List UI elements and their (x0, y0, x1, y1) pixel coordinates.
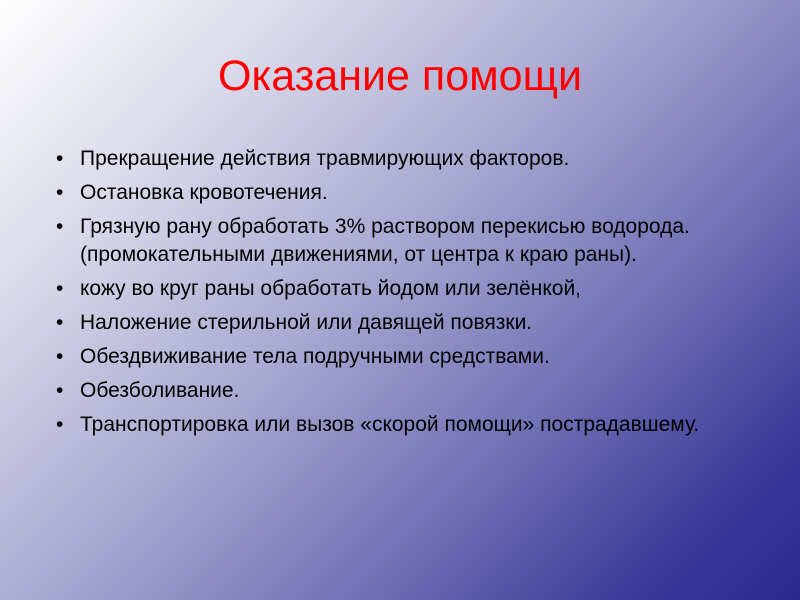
list-item (56, 213, 756, 269)
list-item (56, 179, 756, 207)
list-item-text: Остановка кровотечения. (80, 181, 328, 204)
bullet-icon: • (56, 181, 64, 204)
slide-title: Оказание помощи (218, 52, 582, 100)
list-item-text: кожу во круг раны обработать йодом или зелёнкой, (80, 277, 582, 300)
list-item-text: Прекращение действия травмирующих факторов. (80, 147, 570, 170)
bullet-icon: • (56, 277, 64, 300)
list-item-text: Наложение стерильной или давящей повязки. (80, 311, 533, 334)
bullet-icon: • (56, 379, 64, 402)
list-item (56, 411, 756, 439)
list-item-text: Обездвиживание тела подручными средствами. (80, 345, 550, 368)
list-item (56, 377, 756, 405)
list-item-text: Обезболивание. (80, 379, 240, 402)
bullet-list (56, 145, 756, 445)
bullet-icon: • (56, 147, 64, 170)
bullet-icon: • (56, 215, 64, 238)
list-item-text: Транспортировка или вызов «скорой помощи» пострадавшему. (80, 413, 700, 436)
list-item-text: Грязную рану обработать 3% раствором перекисью водорода. (промокательными движениями, от центра к краю раны). (80, 215, 690, 266)
bullet-icon: • (56, 345, 64, 368)
list-item (56, 309, 756, 337)
list-item (56, 275, 756, 303)
bullet-icon: • (56, 413, 64, 436)
list-item (56, 343, 756, 371)
bullet-icon: • (56, 311, 64, 334)
list-item (56, 145, 756, 173)
